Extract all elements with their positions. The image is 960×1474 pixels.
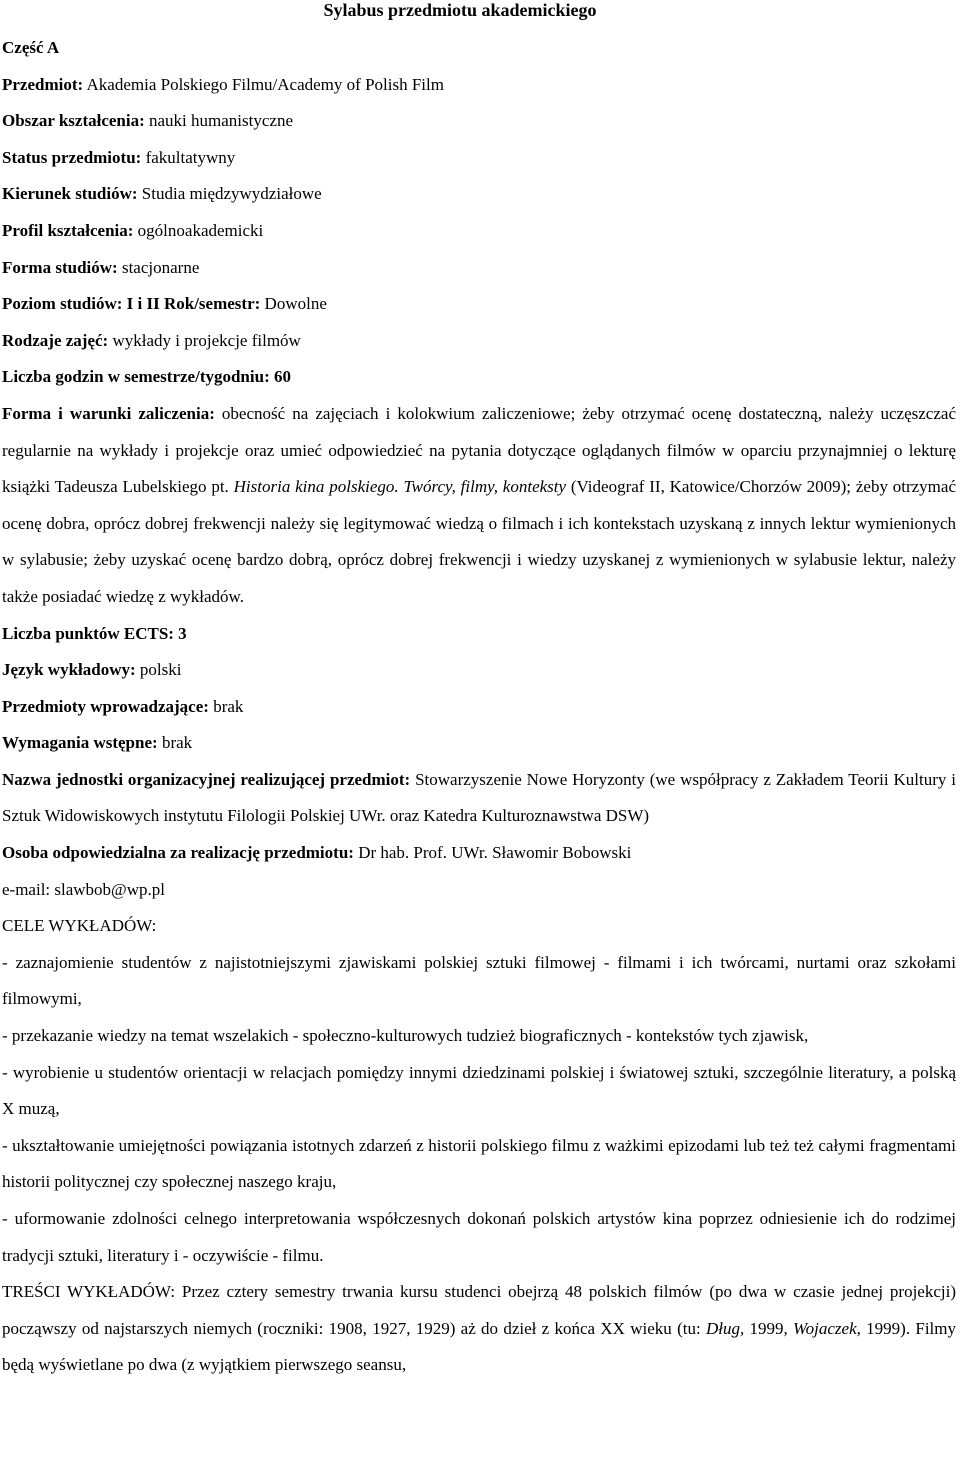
field-status bbox=[2, 140, 956, 177]
tresci-text: 1999). Filmy będą wyświetlane po dwa (z wyjątkiem pierwszego seansu, bbox=[2, 1318, 956, 1375]
part-heading: Część A bbox=[2, 38, 60, 57]
tresci-text: TREŚCI WYKŁADÓW: Przez cztery semestry trwania kursu studenci obejrzą 48 polskich filmów (po dwa w czasie jednej projekcji) począwszy od najstarszych niemych (roczniki: 1908, 1927, 1929) aż do dzieł z końca XX wieku (tu: bbox=[2, 1282, 956, 1338]
book-title: Historia kina polskiego. Twórcy, filmy, konteksty bbox=[233, 477, 567, 497]
field-label: Poziom studiów: I i II Rok/semestr: bbox=[2, 294, 261, 314]
field-value: obecność na zajęciach i kolokwium zaliczeniowe; żeby otrzymać ocenę dostateczną, należy uczęszczać regularnie na wykłady i projekcje oraz umieć odpowiedzieć na pytania dotyczące oglądanych filmów w oparciu przynajmniej o lekturę książki Tadeusza Lubelskiego pt. bbox=[2, 403, 956, 497]
cele-item: - wyrobienie u studentów orientacji w relacjach pomiędzy innymi dziedzinami polskiej i światowej sztuki, szczególnie literatury, a polską X muzą, bbox=[2, 1062, 956, 1119]
field-label: Status przedmiotu: bbox=[2, 147, 142, 167]
page-title: Sylabus przedmiotu akademickiego bbox=[323, 0, 597, 20]
field-label: Forma studiów: bbox=[2, 257, 118, 277]
field-forma-warunki bbox=[2, 396, 956, 616]
tresci-paragraph bbox=[2, 1274, 956, 1384]
field-forma-studiow bbox=[2, 250, 956, 287]
email-line: e-mail: slawbob@wp.pl bbox=[2, 879, 165, 899]
field-label: Forma i warunki zaliczenia: bbox=[2, 403, 215, 423]
field-value: Stowarzyszenie Nowe Horyzonty (we współpracy z Zakładem Teorii Kultury i Sztuk Widowiskowych instytutu Filologii Polskiej UWr. oraz Katedra Kulturoznawstwa DSW) bbox=[2, 769, 956, 826]
syllabus-content bbox=[2, 30, 956, 1384]
field-value: ogólnoakademicki bbox=[133, 220, 264, 240]
cele-item: - zaznajomienie studentów z najistotniejszymi zjawiskami polskiej sztuki filmowej - filmami i ich twórcami, nurtami oraz szkołami filmowymi, bbox=[2, 952, 956, 1009]
field-osoba bbox=[2, 835, 956, 872]
field-value: brak bbox=[157, 733, 193, 753]
film-title: Wojaczek, bbox=[793, 1318, 861, 1338]
field-wymagania bbox=[2, 725, 956, 762]
field-value: Dowolne bbox=[260, 294, 327, 314]
field-value: Dr hab. Prof. UWr. Sławomir Bobowski bbox=[353, 843, 632, 863]
field-przedmiot bbox=[2, 67, 956, 104]
field-value: brak bbox=[208, 696, 244, 716]
field-value: stacjonarne bbox=[117, 257, 200, 277]
film-title: Dług, bbox=[705, 1318, 745, 1338]
field-value-cont: (Videograf II, Katowice/Chorzów 2009); żeby otrzymać ocenę dobra, oprócz dobrej frekwencji należy się legitymować wiedzą o filmach i ich kontekstach uzyskaną z innych lektur wymienionych w sylabusie; żeby uzyskać ocenę bardzo dobrą, oprócz dobrej frekwencji i wiedzy uzyskanej z wymienionych w sylabusie lektur, należy także posiadać wiedzę z wykładów. bbox=[2, 477, 957, 606]
field-kierunek bbox=[2, 176, 956, 213]
field-label: Język wykładowy: bbox=[2, 660, 136, 680]
field-obszar bbox=[2, 103, 956, 140]
field-value: nauki humanistyczne bbox=[144, 111, 294, 131]
field-jednostka bbox=[2, 762, 956, 835]
field-label: Przedmiot: bbox=[2, 74, 84, 94]
field-label: Wymagania wstępne: bbox=[2, 733, 158, 753]
field-label: Osoba odpowiedzialna za realizację przedmiotu: bbox=[2, 843, 354, 863]
field-przedmioty bbox=[2, 689, 956, 726]
cele-item: - ukształtowanie umiejętności powiązania istotnych zdarzeń z historii polskiego filmu z ważkimi epizodami lub też też całymi fragmentami historii politycznej czy społecznej naszego kraju, bbox=[2, 1135, 956, 1192]
field-label: Nazwa jednostki organizacyjnej realizującej przedmiot: bbox=[2, 769, 411, 789]
field-value: fakultatywny bbox=[141, 147, 236, 167]
field-label: Profil kształcenia: bbox=[2, 220, 134, 240]
field-value: polski bbox=[135, 660, 182, 680]
cele-item: - uformowanie zdolności celnego interpretowania współczesnych dokonań polskich artystów kina poprzez odniesienie ich do rodzimej tradycji sztuki, literatury i - oczywiście - filmu. bbox=[2, 1209, 956, 1265]
field-poziom bbox=[2, 286, 956, 323]
field-liczba-godzin: Liczba godzin w semestrze/tygodniu: 60 bbox=[2, 367, 291, 387]
field-value: Studia międzywydziałowe bbox=[137, 184, 322, 204]
tresci-text: 1999, bbox=[744, 1318, 794, 1338]
field-value: Akademia Polskiego Filmu/Academy of Polish Film bbox=[83, 74, 444, 94]
field-label: Kierunek studiów: bbox=[2, 184, 138, 204]
field-ects: Liczba punktów ECTS: 3 bbox=[2, 623, 187, 643]
field-label: Obszar kształcenia: bbox=[2, 111, 145, 131]
field-label: Rodzaje zajęć: bbox=[2, 330, 109, 350]
field-rodzaje bbox=[2, 323, 956, 360]
field-label: Przedmioty wprowadzające: bbox=[2, 696, 209, 716]
field-profil bbox=[2, 213, 956, 250]
cele-heading: CELE WYKŁADÓW: bbox=[2, 916, 157, 936]
cele-item: - przekazanie wiedzy na temat wszelakich - społeczno-kulturowych tudzież biograficznych - kontekstów tych zjawisk, bbox=[2, 1026, 809, 1046]
field-jezyk bbox=[2, 652, 956, 689]
field-value: wykłady i projekcje filmów bbox=[108, 330, 301, 350]
